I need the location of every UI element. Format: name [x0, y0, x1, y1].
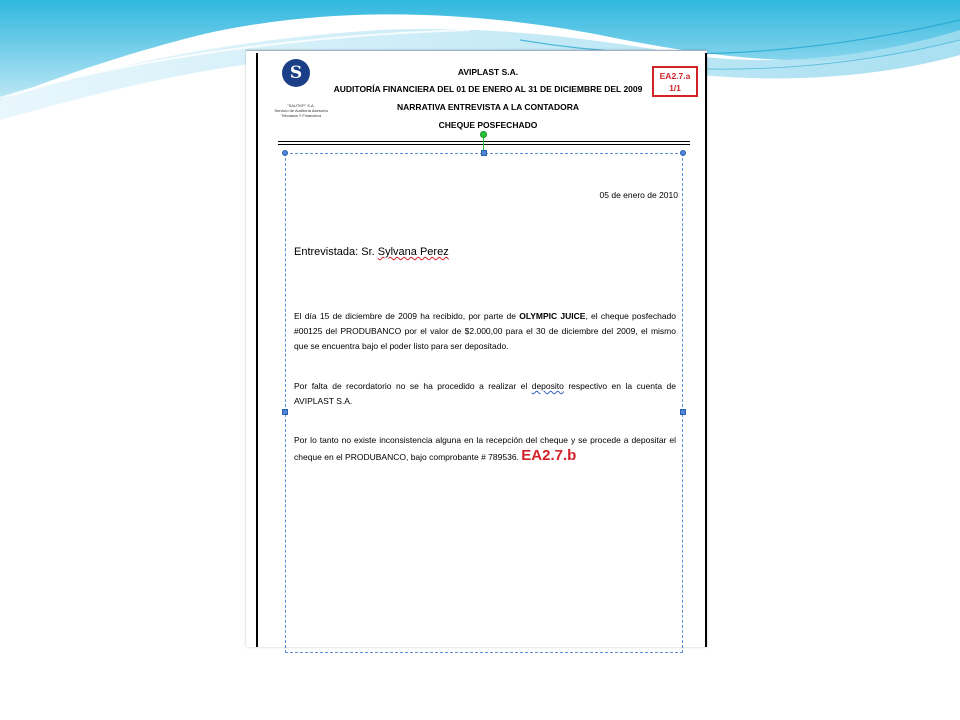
audit-period-title: AUDITORÍA FINANCIERA DEL 01 DE ENERO AL 31 DE DICIEMBRE DEL 2009 [333, 84, 643, 94]
company-logo [282, 59, 310, 87]
paragraph-text: Por falta de recordatorio no se ha procedido a realizar el [294, 381, 532, 391]
logo-caption-line: "SAUTKP" S.A. [287, 103, 315, 108]
resize-handle-top-center[interactable] [481, 150, 487, 156]
flagged-word: deposito [531, 381, 564, 391]
cross-reference-mark: EA2.7.b [521, 447, 577, 464]
reference-code: EA2.7.a [659, 71, 691, 81]
subject-title: CHEQUE POSFECHADO [438, 120, 538, 130]
paragraph-text: respectivo en la cuenta de AVIPLAST S.A. [294, 381, 676, 406]
logo-monogram: S [289, 63, 303, 83]
paragraph-cheque-received [294, 309, 676, 354]
interviewee-label: Entrevistada: Sr. [294, 246, 378, 258]
interviewee-name: Sylvana Perez [377, 246, 449, 258]
interview-date: 05 de enero de 2010 [599, 190, 678, 200]
paragraph-conclusion [294, 433, 676, 465]
resize-handle-middle-right[interactable] [680, 409, 686, 415]
document-image-frame [246, 50, 707, 647]
narrative-title: NARRATIVA ENTREVISTA A LA CONTADORA [397, 102, 579, 112]
interviewee-line [294, 245, 449, 260]
logo-caption-line: Servicio de Auditoría Asesoría [274, 108, 328, 113]
logo-caption [266, 103, 336, 118]
paragraph-text: El día 15 de diciembre de 2009 ha recibido, por parte de [294, 311, 520, 321]
header-rule-top [278, 141, 690, 142]
reference-page: 1/1 [669, 83, 681, 93]
client-name: OLYMPIC JUICE [519, 311, 586, 321]
paragraph-text: Por lo tanto no existe inconsistencia alguna en la recepción del cheque y se procede a depositar el cheque en el PRODUBANCO, bajo comprobante # 789536. [294, 435, 676, 462]
reference-box [652, 66, 698, 97]
logo-caption-line: Tributaria Y Financiera [280, 113, 322, 118]
paragraph-text: , el cheque posfechado #00125 del PRODUBANCO por el valor de $2.000,00 para el 30 de diciembre del 2009, el mismo que se encuentra bajo el poder listo para ser depositado. [294, 311, 677, 351]
header-rule-bottom [278, 144, 690, 145]
resize-handle-top-left[interactable] [282, 150, 288, 156]
rotation-handle[interactable] [480, 131, 487, 138]
resize-handle-middle-left[interactable] [282, 409, 288, 415]
document-page [256, 53, 707, 647]
paragraph-no-deposit [294, 379, 676, 409]
company-name: AVIPLAST S.A. [457, 67, 519, 77]
resize-handle-top-right[interactable] [680, 150, 686, 156]
